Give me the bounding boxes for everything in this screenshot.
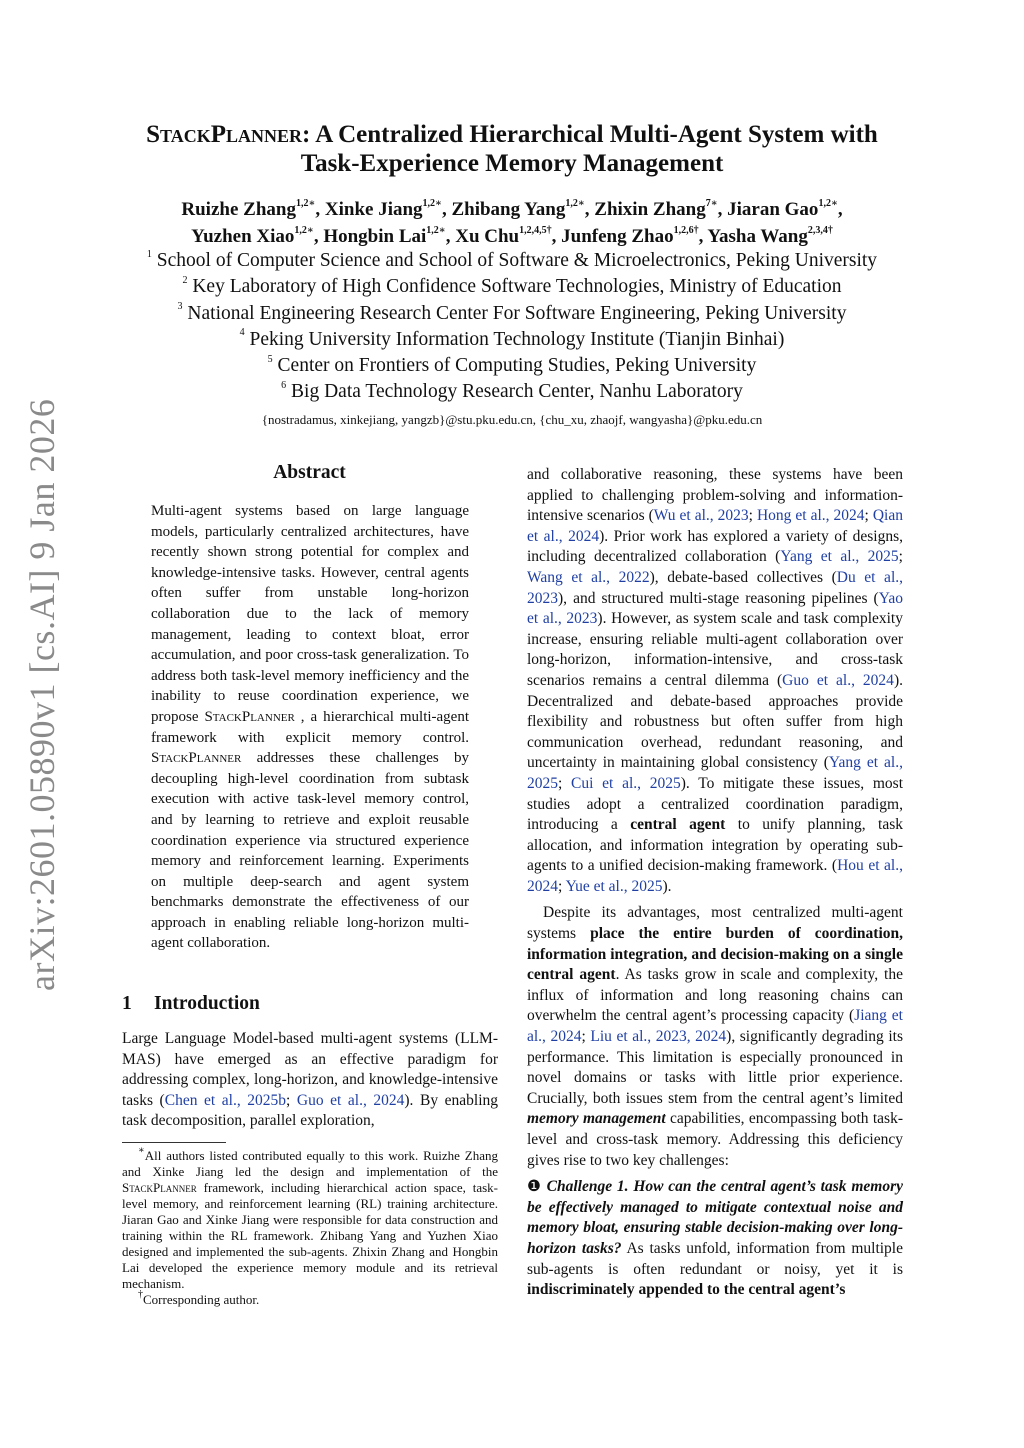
affiliation-item bbox=[100, 379, 924, 405]
paragraph-intro-continued: and collaborative reasoning, these systems have been applied to challenging problem-solving and information-intensive scenarios (Wu et al., 2023; Hong et al., 2024; Qian et al., 2024). Prior work has explored a variety of designs, including decentralized collaboration (Yang et al., 2025; Wang et al., 2022), debate-based collectives (Du et al., 2023), and structured multi-stage reasoning pipelines (Yao et al., 2023). However, as system scale and task complexity increase, ensuring reliable multi-agent collaboration over long-horizon, information-intensive, and cross-task scenarios remains a central dilemma (Guo et al., 2024). Decentralized and debate-based approaches provide flexibility and robustness but often suffer from high communication overhead, redundant reasoning, and uncertainty in maintaining global consistency (Yang et al., 2025; Cui et al., 2025). To mitigate these issues, most studies adopt a centralized coordination paradigm, introducing a central agent to unify planning, task allocation, and information integration by operating sub-agents to a unified decision-making framework. (Hou et al., 2024; Yue et al., 2025). bbox=[527, 466, 904, 895]
author-line-1: Ruizhe Zhang$^{1,2∗}$, Xinke Jiang$^{1,2∗}$, Zhibang Yang$^{1,2∗}$, Zhixin Zhang$^{7∗}$, Jiaran Gao$^{1,2∗}$, bbox=[181, 197, 843, 220]
paper-title bbox=[100, 120, 924, 178]
citation-link[interactable]: Wang et al., 2022 bbox=[527, 568, 650, 586]
citation-link[interactable]: Wu et al., 2023 bbox=[653, 507, 749, 525]
paragraph-challenge-1 bbox=[527, 1177, 903, 1301]
text-run: ), debate-based collectives ( bbox=[649, 568, 837, 586]
affiliation-number: 2 bbox=[182, 274, 188, 286]
footnote-marker: ∗ bbox=[138, 1144, 145, 1156]
author-name: Jiaran Gao bbox=[727, 199, 819, 220]
author-affiliation-marker: 1,2,4,5† bbox=[519, 224, 552, 236]
author-name: Yasha Wang bbox=[707, 226, 808, 247]
citation-link[interactable]: Jiang et al., 2024 bbox=[527, 1007, 903, 1046]
text-run: capabilities, encompassing both task-level and cross-task memory. Addressing this deficiency gives rise to two key challenges: bbox=[527, 1110, 903, 1169]
challenge-marker-icon: ❶ bbox=[527, 1178, 542, 1196]
footnote-corresponding bbox=[122, 1288, 498, 1308]
citation-link[interactable]: Du et al., 2023 bbox=[527, 568, 903, 607]
author-affiliation-marker: 7∗ bbox=[705, 197, 718, 209]
footnote-marker: † bbox=[138, 1288, 143, 1300]
affiliation-text: School of Computer Science and School of Software & Microelectronics, Peking University bbox=[151, 250, 878, 271]
citation-link[interactable]: Chen et al., 2025b bbox=[164, 1091, 287, 1109]
text-run: ). Decentralized and debate-based approaches provide flexibility and robustness but often suffer from high communication overhead, redundant reasoning, and uncertainty in maintaining global consistency ( bbox=[527, 671, 903, 772]
affiliation-text: Center on Frontiers of Computing Studies, Peking University bbox=[272, 355, 757, 377]
text-run: ). However, as system scale and task complexity increase, ensuring reliable multi-agent collaboration over long-horizon, information-intensive, and cross-task scenarios remains a central dilemma ( bbox=[527, 610, 903, 689]
author-name: Xinke Jiang bbox=[324, 199, 423, 220]
affiliation-number: 5 bbox=[267, 353, 273, 365]
author-name: Junfeng Zhao bbox=[561, 226, 674, 247]
intro-text-part: Large Language Model-based multi-agent systems (LLM-MAS) have emerged as an effective paradigm for addressing complex, long-horizon, and knowledge-intensive tasks ( bbox=[122, 1030, 498, 1109]
affiliation-item bbox=[100, 248, 924, 274]
text-run: . As tasks grow in scale and complexity, the influx of information and long reasoning chains can overwhelm the central agent’s processing capacity ( bbox=[527, 966, 903, 1025]
text-run: As tasks unfold, information from multiple sub-agents is often redundant or noisy, yet it is bbox=[527, 1239, 903, 1278]
affiliation-list bbox=[100, 248, 924, 406]
affiliation-item bbox=[100, 274, 924, 300]
author-affiliation-marker: 1,2∗ bbox=[426, 224, 446, 236]
affiliation-number: 3 bbox=[177, 301, 183, 313]
bold-term: central agent bbox=[630, 816, 726, 834]
text-run: Despite its advantages, most centralized multi-agent systems bbox=[527, 904, 903, 943]
footnote-text: Corresponding author. bbox=[143, 1292, 260, 1307]
abstract-heading: Abstract bbox=[273, 462, 346, 483]
text-run: ). To mitigate these issues, most studies adopt a centralized coordination paradigm, introducing a bbox=[527, 774, 903, 834]
author-affiliation-marker: 1,2∗ bbox=[818, 197, 838, 209]
paragraph-limitations: Despite its advantages, most centralized multi-agent systems place the entire burden of coordination, information integration, and decision-making on a single central agent. As tasks grow in scale and complexity, the influx of information and long reasoning chains can overwhelm the central agent’s processing capacity (Jiang et al., 2024; Liu et al., 2023, 2024), significantly degrading its performance. This limitation is especially pronounced in novel domains or tasks with little prior experience. Crucially, both issues stem from the central agent’s limited memory management capabilities, encompassing both task-level and cross-task memory. Addressing this deficiency gives rise to two key challenges: bbox=[527, 904, 904, 1169]
affiliation-item bbox=[100, 353, 924, 379]
author-affiliation-marker: 1,2∗ bbox=[294, 224, 314, 236]
affiliation-number: 1 bbox=[146, 248, 152, 260]
citation-link[interactable]: Yue et al., 2025 bbox=[565, 877, 663, 895]
affiliation-text: National Engineering Research Center For Software Engineering, Peking University bbox=[182, 302, 847, 324]
affiliation-number: 6 bbox=[281, 379, 287, 391]
citation-link[interactable]: Hong et al., 2024 bbox=[756, 507, 865, 525]
abstract-part-3: addresses these challenges by decoupling high-level coordination from subtask execution with active task-level memory control, and by learning to retrieve and exploit reusable coordination experience via structured experience memory and reinforcement learning. Experiments on multiple deep-search and agent system benchmarks demonstrate the effectiveness of our approach in enabling reliable long-horizon multi-agent collaboration. bbox=[151, 750, 470, 952]
text-run: to unify planning, task allocation, and information integration by operating sub-agents to a unified decision-making framework. ( bbox=[527, 816, 904, 875]
author-name: Ruizhe Zhang bbox=[181, 199, 296, 220]
citation-link[interactable]: Cui et al., 2025 bbox=[571, 774, 681, 792]
text-run: ). bbox=[662, 877, 672, 895]
section-number: 1 bbox=[122, 993, 132, 1014]
author-line-2: Yuzhen Xiao$^{1,2∗}$, Hongbin Lai$^{1,2∗}$, Xu Chu$^{1,2,4,5\dagger}$, Junfeng Zhao$^{1,2,6\dagger}$, Yasha Wang$^{2,3,4\dagger}$ bbox=[191, 224, 833, 247]
author-affiliation-marker: 1,2∗ bbox=[295, 197, 316, 209]
system-name: StackPlanner bbox=[151, 750, 242, 767]
title-line2: Task-Experience Memory Management bbox=[300, 150, 724, 177]
arxiv-identifier-stamp: arXiv:2601.05890v1 [cs.AI] 9 Jan 2026 bbox=[22, 398, 62, 991]
section-title: Introduction bbox=[154, 993, 260, 1014]
citation-link[interactable]: Liu et al., 2023, 2024 bbox=[590, 1028, 727, 1046]
text-run: ), significantly degrading its performance. This limitation is especially pronounced in novel domains or tasks with little prior experience. Crucially, both issues stem from the central agent’s limited bbox=[527, 1028, 903, 1107]
abstract-part-1: Multi-agent systems based on large language models, particularly centralized architectures, have recently shown strong potential for complex and knowledge-intensive tasks. However, central agents often suffer from unstable long-horizon collaboration due to the lack of memory management, leading to context bloat, error accumulation, and poor cross-task generalization. To address both task-level memory inefficiency and the inability to reuse coordination experience, we propose bbox=[151, 503, 469, 725]
citation-link[interactable]: Yang et al., 2025 bbox=[780, 548, 899, 566]
text-run: ), and structured multi-stage reasoning pipelines ( bbox=[558, 589, 879, 607]
system-name: StackPlanner bbox=[146, 121, 302, 148]
title-line1: : A Centralized Hierarchical Multi-Agent System with bbox=[302, 121, 878, 148]
author-affiliation-marker: 1,2,6† bbox=[673, 224, 699, 236]
bold-italic-term: memory management bbox=[527, 1110, 666, 1128]
abstract-text bbox=[151, 501, 469, 954]
citation-link[interactable]: Qian et al., 2024 bbox=[527, 507, 903, 545]
author-list bbox=[100, 196, 924, 250]
challenge-question: Challenge 1. How can the central agent’s task memory be effectively managed to mitigate contextual noise and memory bloat, ensuring stable decision-making over long-horizon tasks? bbox=[527, 1178, 903, 1257]
citation-link[interactable]: Guo et al., 2024 bbox=[296, 1091, 405, 1109]
footnote-contribution bbox=[122, 1144, 499, 1292]
bold-term: place the entire burden of coordination, information integration, and decision-making on a single central agent bbox=[527, 925, 904, 984]
system-name: StackPlanner bbox=[122, 1180, 197, 1195]
footnote-rule bbox=[122, 1142, 226, 1143]
author-name: Zhixin Zhang bbox=[594, 199, 706, 220]
author-emails: {nostradamus, xinkejiang, yangzb}@stu.pku.edu.cn, {chu_xu, zhaojf, wangyasha}@pku.edu.cn bbox=[261, 412, 763, 427]
author-name: Hongbin Lai bbox=[323, 226, 427, 247]
system-name: StackPlanner bbox=[204, 708, 295, 725]
affiliation-number: 4 bbox=[239, 327, 245, 339]
author-name: Zhibang Yang bbox=[451, 199, 566, 220]
intro-text-part: ). By enabling task decomposition, parallel exploration, bbox=[122, 1091, 499, 1130]
affiliation-item bbox=[100, 301, 924, 327]
footnotes bbox=[122, 1144, 499, 1308]
citation-link[interactable]: Hou et al., 2024 bbox=[527, 857, 903, 895]
affiliation-text: Peking University Information Technology Institute (Tianjin Binhai) bbox=[244, 328, 785, 350]
footnote-text: All authors listed contributed equally to this work. Ruizhe Zhang and Xinke Jiang led the design and implementation of the bbox=[122, 1148, 498, 1179]
section-heading-introduction bbox=[122, 993, 260, 1015]
affiliation-item bbox=[100, 327, 924, 353]
text-run: and collaborative reasoning, these systems have been applied to challenging problem-solving and information-intensive scenarios ( bbox=[527, 466, 903, 525]
text-run: ). Prior work has explored a variety of designs, including decentralized collaboration ( bbox=[527, 527, 904, 566]
affiliation-text: Big Data Technology Research Center, Nanhu Laboratory bbox=[286, 381, 743, 403]
right-column-text bbox=[527, 465, 903, 1301]
introduction-text: Large Language Model-based multi-agent systems (LLM-MAS) have emerged as an effective paradigm for addressing complex, long-horizon, and knowledge-intensive tasks (Chen et al., 2025b; Guo et al., 2024). By enabling task decomposition, parallel exploration, bbox=[122, 1030, 499, 1130]
bold-term: indiscriminately appended to the central agent’s bbox=[527, 1281, 846, 1299]
citation-link[interactable]: Yang et al., 2025 bbox=[527, 754, 903, 792]
footnote-text: framework, including hierarchical action space, task-level memory, and reinforcement learning (RL) training architecture. Jiaran Gao and Xinke Jiang were responsible for data construction and training within the RL framework. Zhibang Yang and Yuzhen Xiao designed and implemented the sub-agents. Zhixin Zhang and Hongbin Lai developed the experience memory module and its retrieval mechanism. bbox=[122, 1180, 499, 1291]
author-affiliation-marker: 2,3,4† bbox=[807, 224, 833, 236]
author-name: Yuzhen Xiao bbox=[191, 226, 295, 247]
affiliation-text: Key Laboratory of High Confidence Software Technologies, Ministry of Education bbox=[187, 276, 842, 298]
citation-link[interactable]: Guo et al., 2024 bbox=[782, 671, 894, 689]
author-name: Xu Chu bbox=[455, 226, 520, 247]
abstract-part-2: , a hierarchical multi-agent framework with explicit memory control. bbox=[151, 708, 470, 746]
citation-link[interactable]: Yao et al., 2023 bbox=[527, 589, 903, 628]
author-affiliation-marker: 1,2∗ bbox=[565, 197, 585, 209]
author-affiliation-marker: 1,2∗ bbox=[422, 197, 442, 209]
